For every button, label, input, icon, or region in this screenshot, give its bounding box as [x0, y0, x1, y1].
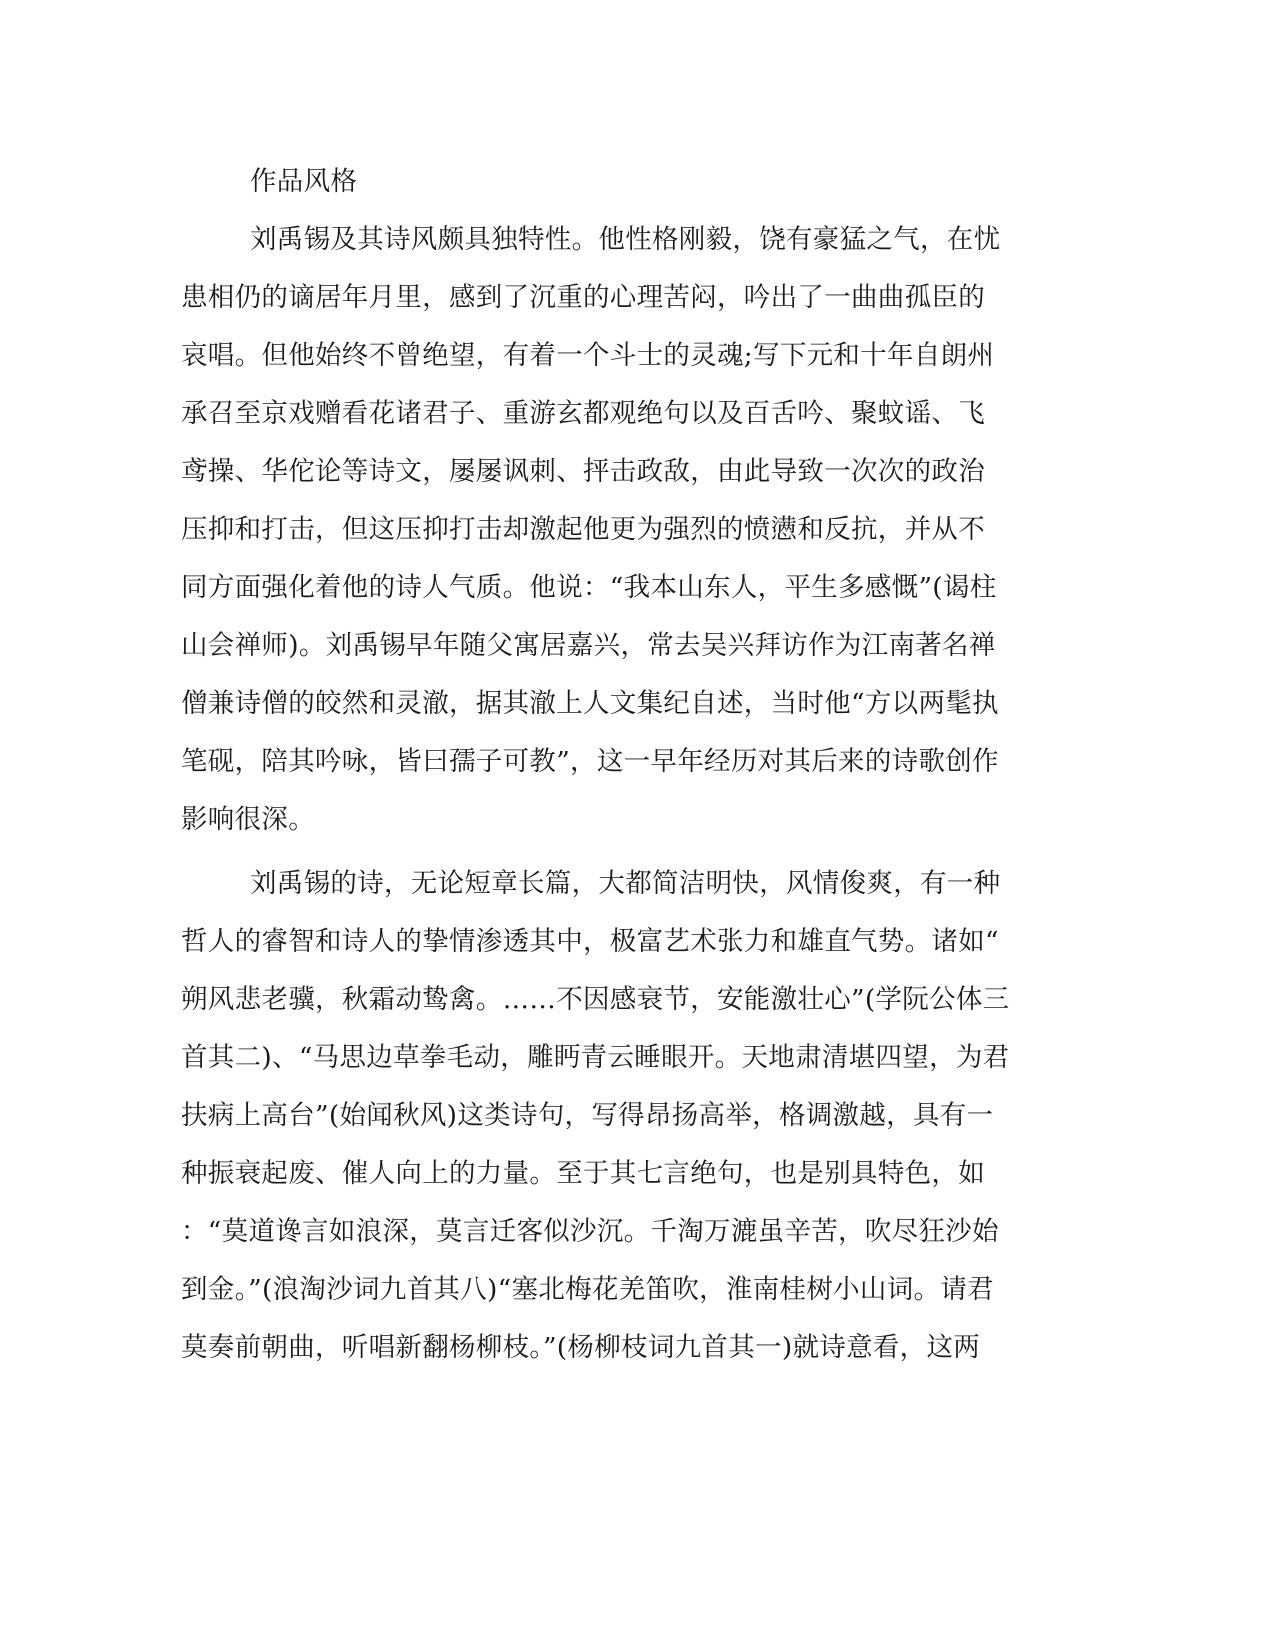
paragraph-line: 同方面强化着他的诗人气质。他说：“我本山东人，平生多感慨”(谒柱 [181, 572, 997, 603]
paragraph-line: 刘禹锡及其诗风颇具独特性。他性格刚毅，饶有豪猛之气，在忧 [250, 224, 1001, 255]
paragraph-line: 哀唱。但他始终不曾绝望，有着一个斗士的灵魂;写下元和十年自朗州 [181, 340, 995, 371]
paragraph-line: 承召至京戏赠看花诸君子、重游玄都观绝句以及百舌吟、聚蚊谣、飞 [181, 398, 985, 429]
paragraph-line: 哲人的睿智和诗人的挚情渗透其中，极富艺术张力和雄直气势。诸如“ [181, 926, 999, 957]
paragraph-line: 鸢操、华佗论等诗文，屡屡讽刺、抨击政敌，由此导致一次次的政治 [181, 456, 985, 487]
paragraph-line: 朔风悲老骥，秋霜动鸷禽。……不因感衰节，安能激壮心”(学阮公体三 [181, 984, 1010, 1015]
paragraph-line: 刘禹锡的诗，无论短章长篇，大都简洁明快，风情俊爽，有一种 [250, 868, 1001, 899]
paragraph-line: 山会禅师)。刘禹锡早年随父寓居嘉兴，常去吴兴拜访作为江南著名禅 [181, 630, 996, 661]
paragraph-line: 影响很深。 [181, 804, 315, 835]
paragraph-line: ：“莫道谗言如浪深，莫言迁客似沙沉。千淘万漉虽辛苦，吹尽狂沙始 [181, 1216, 999, 1247]
paragraph-line: 压抑和打击，但这压抑打击却激起他更为强烈的愤懑和反抗，并从不 [181, 514, 985, 545]
paragraph-line: 扶病上高台”(始闻秋风)这类诗句，写得昂扬高举，格调激越，具有一 [181, 1100, 994, 1131]
paragraph-line: 笔砚，陪其吟咏，皆曰孺子可教”，这一早年经历对其后来的诗歌创作 [181, 746, 999, 777]
section-heading: 作品风格 [250, 166, 358, 197]
paragraph-line: 首其二)、“马思边草拳毛动，雕眄青云睡眼开。天地肃清堪四望，为君 [181, 1042, 1010, 1073]
paragraph-line: 莫奏前朝曲，听唱新翻杨柳枝。”(杨柳枝词九首其一)就诗意看，这两 [181, 1332, 981, 1363]
paragraph-line: 患相仍的谪居年月里，感到了沉重的心理苦闷，吟出了一曲曲孤臣的 [181, 282, 985, 313]
paragraph-line: 到金。”(浪淘沙词九首其八)“塞北梅花羌笛吹，淮南桂树小山词。请君 [181, 1274, 994, 1305]
paragraph-line: 种振衰起废、催人向上的力量。至于其七言绝句，也是别具特色，如 [181, 1158, 985, 1189]
paragraph-line: 僧兼诗僧的皎然和灵澈，据其澈上人文集纪自述，当时他“方以两髦执 [181, 688, 999, 719]
